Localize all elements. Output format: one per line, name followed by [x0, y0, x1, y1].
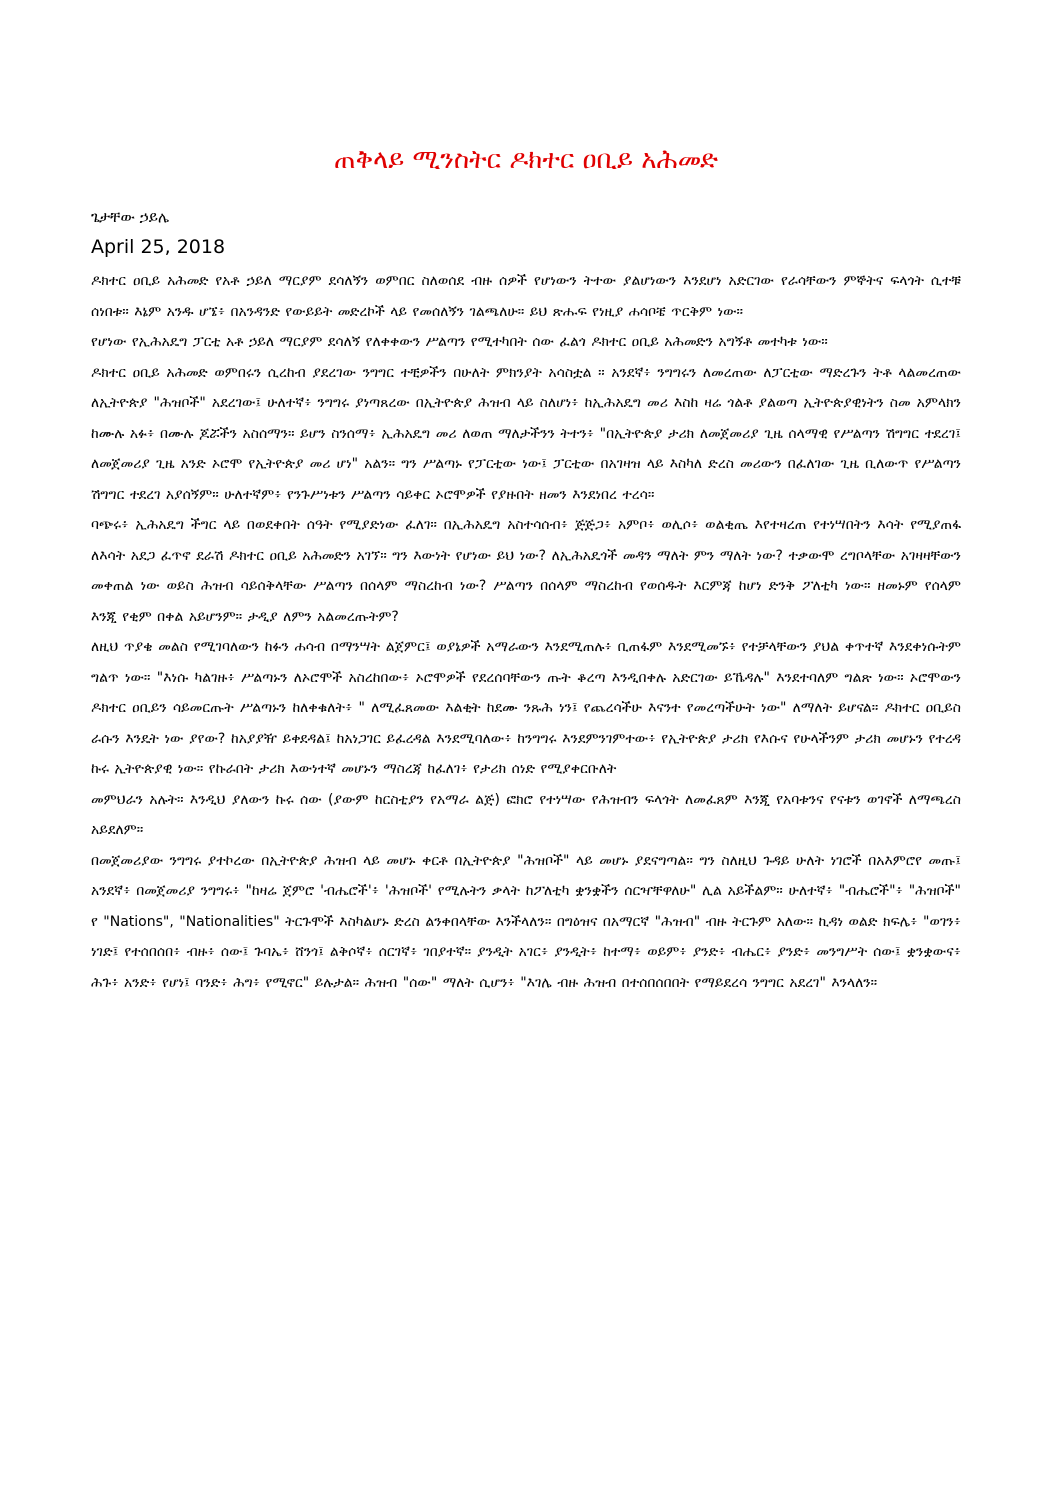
article-paragraph: ለዚህ ጥያቄ መልስ የሚገባለውን ከፉን ሐሳብ በማንሣት ልጀምር፤ ወያኔዎች አማራውን እንደሚጠሉ፥ ቢጠፋም እንደሚመኙ፥ የተቻላቸውን ያህል ቀጥተኛ እንደቀነሱትም ግልጥ ነው። "እነሱ ካልገዙ፥ ሥልጣኑን ለኦሮሞች አስረከበው፥ ኦሮሞዎች የደረሰባቸውን ጡት ቆረጣ እንዲበቀሉ አድርገው ይኼዳሉ" እንደተባለም ግልጽ ነው። ኦሮሞውን ዶክተር ዐቢይን ሳይመርጡት ሥልጣኑን ከለቀቁለት፥ " ለሚፈጸመው እልቂት ከደሙ ንጹሕ ነን፤ የጨረሳችሁ እናንተ የመረጣችሁት ነው" ለማለት ይሆናል። ዶክተር ዐቢይስ ራሱን እንዴት ነው ያየው? ከአያያዥ ይቀደዳል፤ ከአነጋገር ይፈረዳል እንደሚባለው፥ ከንግግሩ እንደምንገምተው፥ የኢትዮጵያ ታሪክ የእሱና የሁላችንም ታሪክ መሆኑን የተረዳ ኩሩ ኢትዮጵያዊ ነው። የኩራበት ታሪክ እውነተኛ መሆኑን ማስረጃ ከፈለገ፥ የታሪክ ሰነድ የሚያቀርቡለት	[91, 639, 961, 777]
article-title: ጠቅላይ ሚንስትር ዶክተር ዐቢይ አሕመድ	[334, 145, 718, 175]
article-paragraph: ዶክተር ዐቢይ አሕመድ ወምበሩን ሲረከብ ያደረገው ንግግር ተቺዎችን በሁለት ምክንያት አሳስቷል ። አንደኛ፥ ንግግሩን ለመረጠው ለፓርቲው ማድረጉን ትቶ ላልመረጠው ለኢትዮጵያ "ሕዝቦች" አደረገው፤ ሁለተኛ፥ ንግግሩ ያነጣጸረው በኢትዮጵያ ሕዝብ ላይ ስለሆነ፥ ከኢሕአዴግ መሪ እስከ ዛሬ ጎልቶ ያልወጣ ኢትዮጵያዊነትን ስመ አምላክን ከሙሉ አፉ፥ በሙሉ ጆሯችን አስሰማን። ይሆን ስንሰማ፥ ኢሕአዴግ መሪ ለወጠ ማለታችንን ትተን፥ "በኢትዮጵያ ታሪክ ለመጀመሪያ ጊዜ ሰላማዊ የሥልጣን ሽግግር ተደረገ፤ ለመጀመሪያ ጊዜ አንድ ኦሮሞ የኢትዮጵያ መሪ ሆነ" አልን። ግን ሥልጣኑ የፓርቲው ነው፤ ፓርቲው በአገዛዝ ላይ እስካለ ድረስ መሪውን በፈለገው ጊዜ ቢለውጥ የሥልጣን ሽግግር ተደረገ አያሰኝም። ሁለተኛም፥ የንጉሥነቱን ሥልጣን ሳይቀር ኦሮሞዎች የያዙበት ዘመን እንደነበረ ተረሳ።	[91, 364, 961, 503]
article-paragraph: በመጀመሪያው ንግግሩ ያተኮረው በኢትዮጵያ ሕዝብ ላይ መሆኑ ቀርቶ በኢትዮጵያ "ሕዝቦች" ላይ መሆኑ ያደናግጣል። ግን ስለዚህ ጉዳይ ሁለት ነገሮች በአእምሮየ መጡ፤ አንደኛ፥ በመጀመሪያ ንግግሩ፥ "ከዛሬ ጀምሮ 'ብሔሮች'፥ 'ሕዝቦች' የሚሉትን ቃላት ከፖለቲካ ቋንቋችን ሰርዣቸዋለሁ" ሊል አይችልም። ሁለተኛ፥ "ብሔሮች"፥ "ሕዝቦች" የ "Nations", "Nationalities" ትርጉሞች እስካልሆኑ ድረስ ልንቀበላቸው እንችላለን። በግዕዝና በአማርኛ "ሕዝብ" ብዙ ትርጉም አለው። ኪዳነ ወልድ ክፍሌ፥ "ወገን፥ ነገድ፤ የተሰበሰበ፥ ብዙ፥ ሰው፤ ጉባኤ፥ ሸንጎ፤ ልቅሶኛ፥ ሰርገኛ፥ ገበያተኛ። ያንዲት አገር፥ ያንዲት፥ ከተማ፥ ወይም፥ ያንድ፥ ብሔር፥ ያንድ፥ መንግሥት ሰው፤ ቋንቋውና፥ ሕጉ፥ አንድ፥ የሆነ፤ ባንድ፥ ሕግ፥ የሚኖር" ይሉታል። ሕዝብ "ሰው" ማለት ሲሆን፥ "እገሌ ብዙ ሕዝብ በተሰበሰበበት የማይደረሳ ንግግር አደረገ" እንላለን።	[91, 852, 961, 991]
article-paragraph: ዶክተር ዐቢይ አሕመድ የአቶ ኃይለ ማርያም ደሳለኝን ወምበር ስለወሰደ ብዙ ሰዎች የሆነውን ትተው ያልሆነውን እንደሆነ አድርገው የራሳቸውን ምኞትና ፍላጎት ሲተቹ ሰነበቱ። እኔም አንዱ ሆኜ፥ በአንዳንድ የውይይት መድረኮች ላይ የመሰለኝን ገልጫለሁ። ይህ ጽሑፍ የነዚያ ሐሳቦቼ ጥርቅም ነው።	[91, 273, 961, 320]
article-date: April 25, 2018	[91, 236, 226, 258]
document-page	[91, 140, 961, 998]
article-paragraph: ባጭሩ፥ ኢሕአዴግ ችግር ላይ በወደቀበት ሰዓት የሚያድነው ፈለገ። በኢሕአዴግ አስተሳሰብ፥ ጅጅጋ፥ አምቦ፥ ወሊሶ፥ ወልቂጤ እየተዛረጠ የተነሣበትን እሳት የሚያጠፋ ለእሳት አደጋ ፈጥኖ ደራሽ ዶክተር ዐቢይ አሕመድን አገኘ። ግን እውነት የሆነው ይህ ነው? ለኢሕአዴጎች መዳን ማለት ምን ማለት ነው? ተቃውሞ ረግቦላቸው አገዛዛቸውን መቀጠል ነው ወይስ ሕዝብ ሳይሰቅላቸው ሥልጣን በሰላም ማስረከብ ነው? ሥልጣን በሰላም ማስረከብ የወሰዱት እርምጃ ከሆነ ድንቅ ፖለቲካ ነው። ዘመኑም የሰላም እንጂ የቂም በቀል አይሆንም። ታዲያ ለምን አልመረጡትም?	[91, 517, 961, 625]
article-paragraph: የሆነው የኢሕአዴግ ፓርቲ አቶ ኃይለ ማርያም ደሳለኝ የለቀቀውን ሥልጣን የሚተካበት ሰው ፈልጎ ዶክተር ዐቢይ አሕመድን አግኝቶ መተካቱ ነው።	[91, 334, 828, 350]
article-paragraph: መምህራን አሉት። እንዲህ ያለውን ኩሩ ሰው (ያውም ከርስቲያን የአማራ ልጅ) ፎክሮ የተነሣው የሕዝብን ፍላጎት ለመፈጸም እንጂ የአባቱንና የናቱን ወገኖች ለማጫረስ አይደለም።	[91, 791, 961, 838]
article-author: ጌታቸው ኃይሌ	[91, 208, 170, 226]
